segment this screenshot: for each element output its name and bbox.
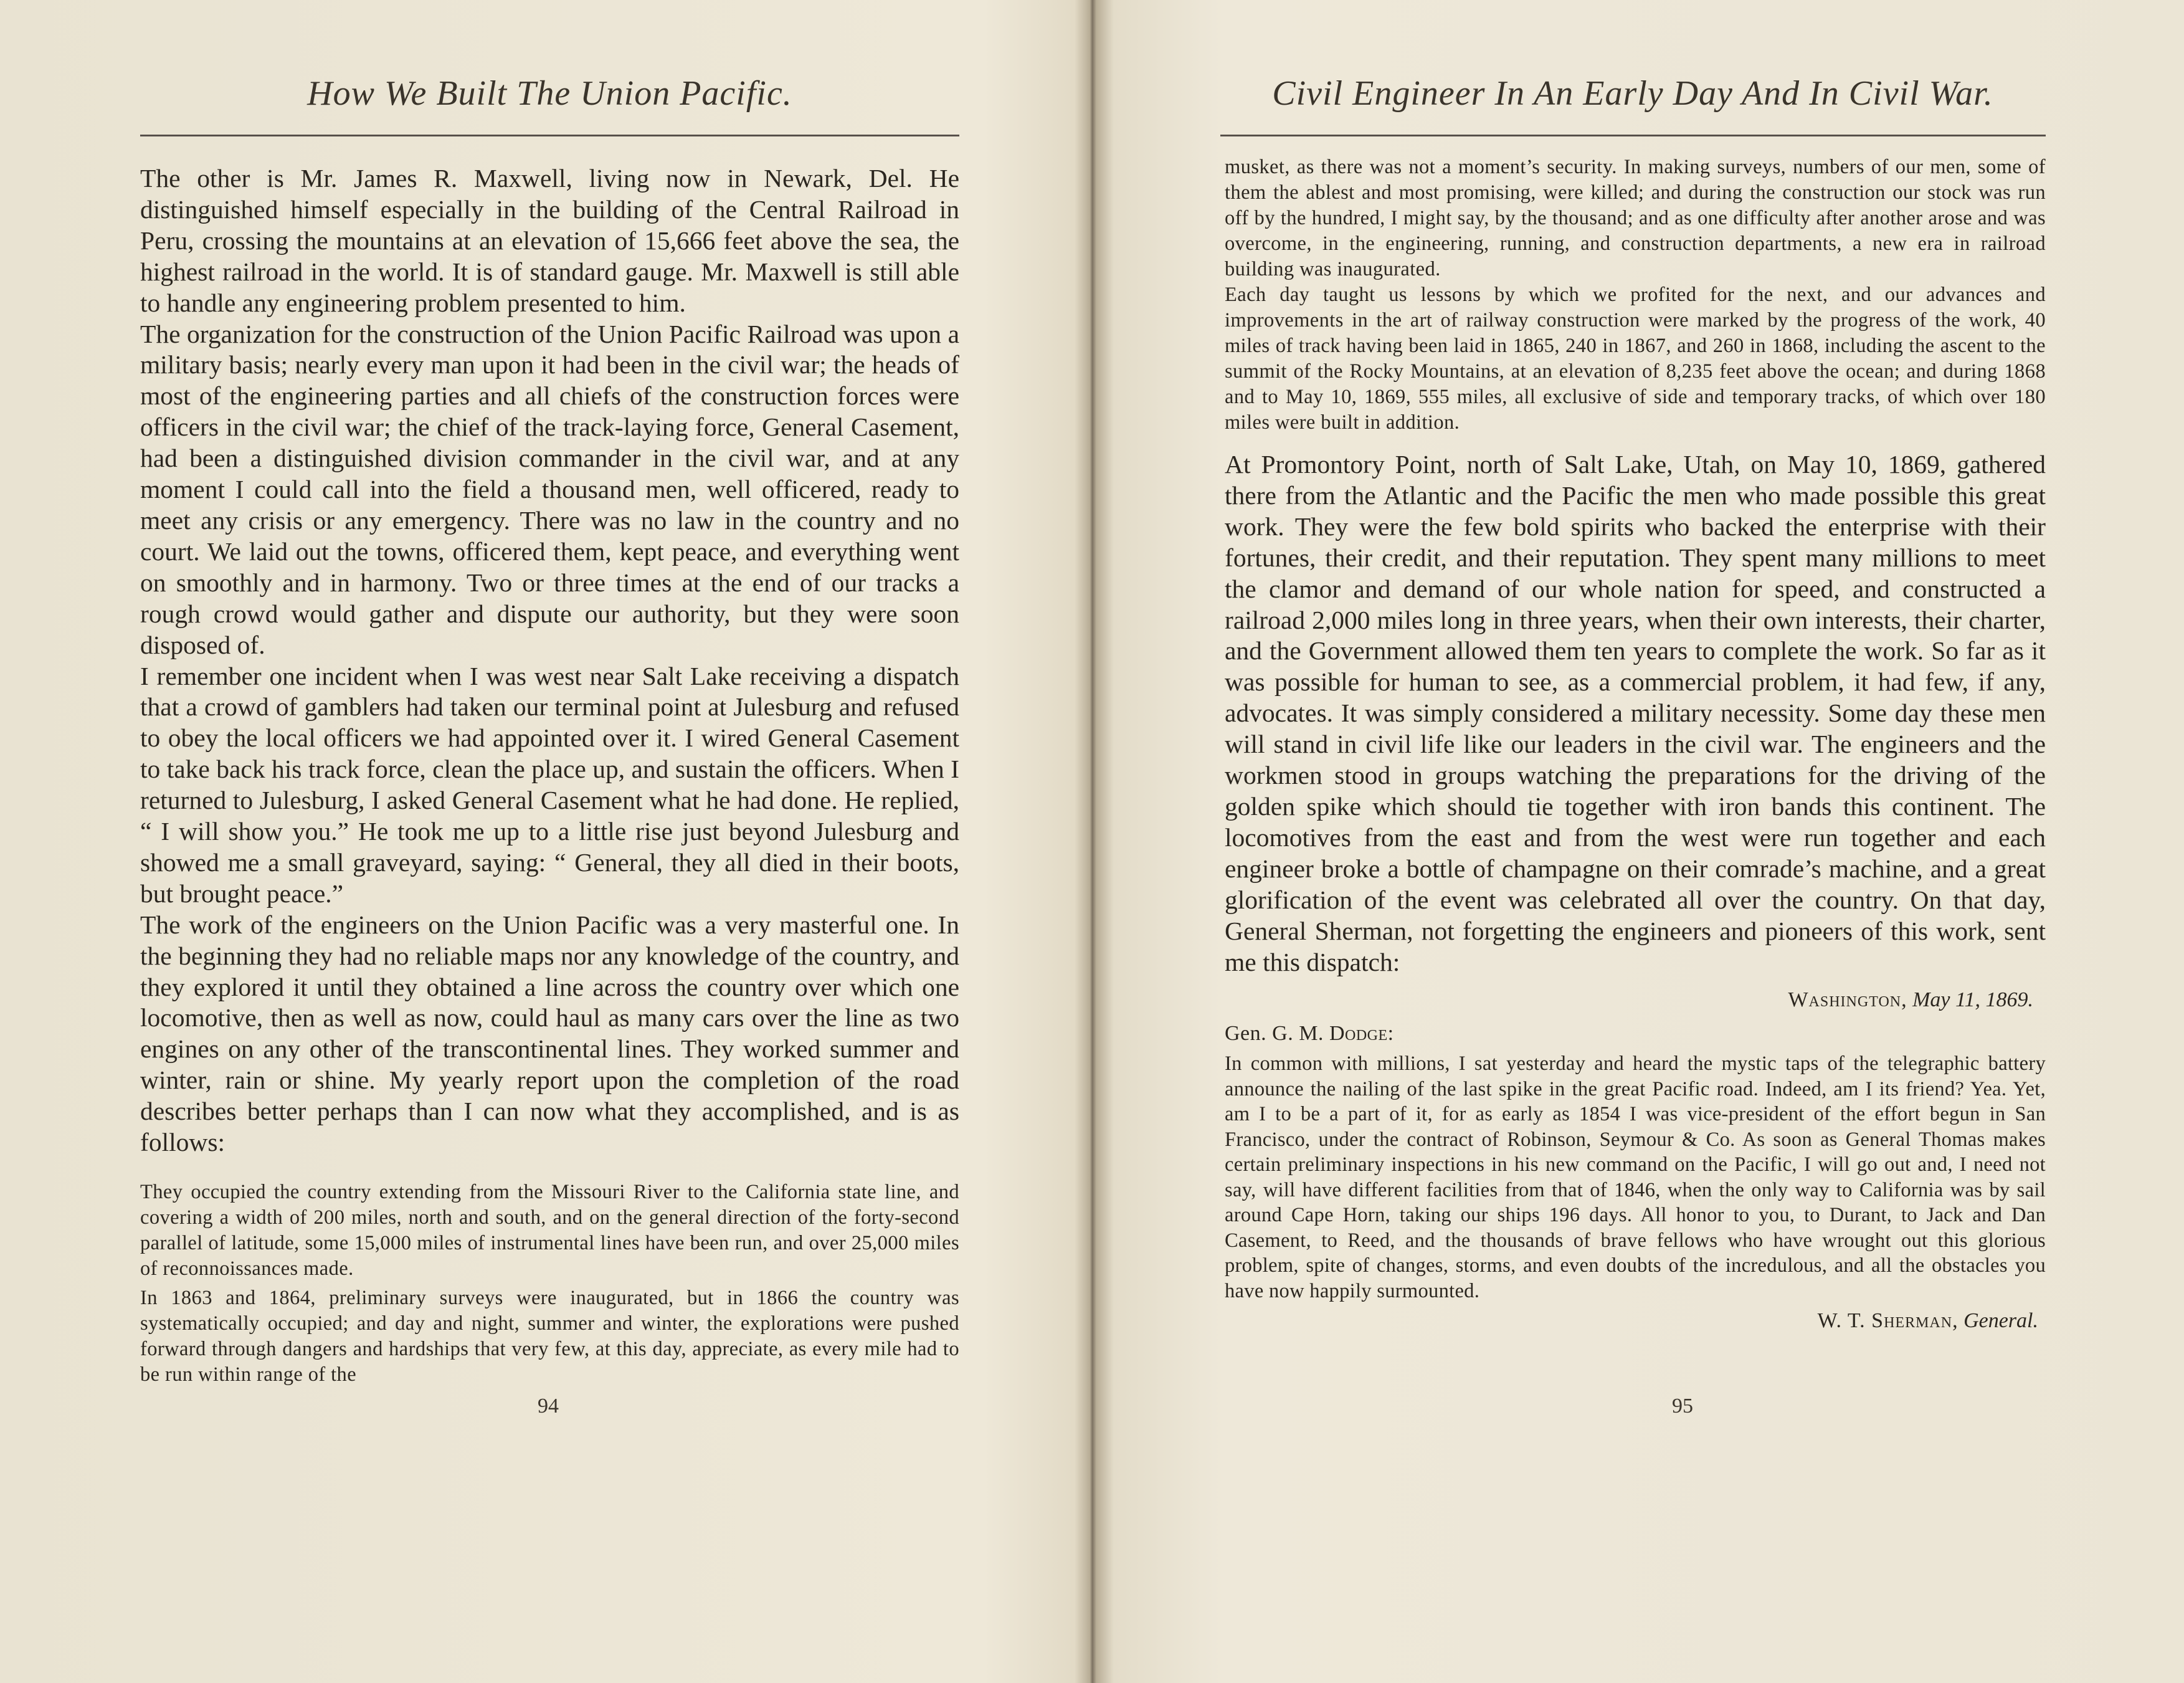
- right-page-number: 95: [1672, 1395, 1693, 1418]
- salutation-name: Dodge:: [1329, 1022, 1394, 1046]
- signature-title: General.: [1963, 1309, 2038, 1333]
- salutation-prefix: Gen. G. M.: [1225, 1022, 1324, 1046]
- telegram-signature: [1225, 1307, 2046, 1335]
- telegram-dateline: [1225, 986, 2046, 1014]
- telegram-date: May 11, 1869.: [1912, 988, 2033, 1012]
- telegram-body: In common with millions, I sat yesterday and heard the mystic taps of the telegraphic battery announce the nailing of the last spike in the great Pacific road. Indeed, am I its friend? Yea. Yet, am I to be a part of it, for as early as 1854 I was vice-president of the effort begun in San Francisco, under the contract of Robinson, Seymour & Co. As soon as General Thomas makes certain preliminary inspections in his new command on the Pacific, I will go out and, I need not say, will have different facilities from that of 1846, when the only way to California was by sail around Cape Horn, taking our ships 196 days. All honor to you, to Durant, to Jack and Dan Casement, to Reed, and the thousands of brave fellows who have wrought out this glorious problem, spite of changes, storms, and even doubts of the incredulous, and all the obstacles you have now happily surmounted.: [1225, 1052, 2046, 1302]
- report-paragraph-country: They occupied the country extending from the Missouri River to the California state line, and covering a width of 200 miles, north and south, and on the general direction of the forty-second parallel of latitude, some 15,000 miles of instrumental lines have been run, and over 25,000 miles of reconnoissances made.: [140, 1181, 959, 1280]
- report-paragraph-musket: musket, as there was not a moment’s security. In making surveys, numbers of our men, some of them the ablest and most promising, were killed; and during the construction our stock was run off by the hundred, I might say, by the thousand; and as one difficulty after another arose and was overcome, in the engineering, running, and construction departments, a new era in railroad building was inaugurated.: [1225, 156, 2046, 280]
- report-paragraph-lessons: Each day taught us lessons by which we profited for the next, and our advances and improvements in the art of railway construction were marked by the progress of the work, 40 miles of track having been laid in 1865, 240 in 1867, and 260 in 1868, including the ascent to the summit of the Rocky Mountains, at an elevation of 8,235 feet above the ocean; and during 1868 and to May 10, 1869, 555 miles, all exclusive of side and temporary tracks, of which over 180 miles were built in addition.: [1225, 284, 2046, 434]
- telegram-place: Washington,: [1788, 988, 1907, 1012]
- signature-name: W. T. Sherman,: [1817, 1309, 1958, 1333]
- paragraph-julesburg: I remember one incident when I was west near Salt Lake receiving a dispatch that a crowd of gamblers had taken our terminal point at Julesburg and refused to obey the local officers we had appointed over it. I wired General Casement to take back his track force, clean the place up, and sustain the officers. When I returned to Julesburg, I asked General Casement what he had done. He replied, “ I will show you.” He took me up to a little rise just beyond Julesburg and showed me a small graveyard, saying: “ General, they all died in their boots, but brought peace.”: [140, 661, 959, 908]
- telegram-salutation: [1225, 1020, 2046, 1047]
- paragraph-organization: The organization for the construction of the Union Pacific Railroad was upon a military basis; nearly every man upon it had been in the civil war; the heads of most of the engineering parties and all chiefs of the construction forces were officers in the civil war; the chief of the track-laying force, General Casement, had been a distinguished division commander in the civil war, and at any moment I could call into the field a thousand men, well officered, ready to meet any crisis or any emergency. There was no law in the country and no court. We laid out the towns, officered them, kept peace, and everything went on smoothly and in harmony. Two or three times at the end of our tracks a rough crowd would gather and dispute our authority, but they were soon disposed of.: [140, 319, 959, 659]
- left-running-head: How We Built The Union Pacific.: [307, 74, 792, 113]
- right-running-head: Civil Engineer In An Early Day And In Civil War.: [1272, 74, 1993, 113]
- left-header-rule: [140, 135, 959, 136]
- right-page: [1094, 0, 2184, 1683]
- right-header-rule: [1220, 135, 2046, 136]
- report-paragraph-surveys: In 1863 and 1864, preliminary surveys were inaugurated, but in 1866 the country was systematically occupied; and day and night, summer and winter, the explorations were pushed forward through dangers and hardships that very few, at this day, appreciate, as every mile had to be run within range of the: [140, 1287, 959, 1386]
- paragraph-promontory-point: At Promontory Point, north of Salt Lake, Utah, on May 10, 1869, gathered there from the Atlantic and the Pacific the men who made possible this great work. They were the few bold spirits who backed the enterprise with their fortunes, their credit, and their reputation. They spent many millions to meet the clamor and demand of our whole nation for speed, and constructed a railroad 2,000 miles long in three years, when their own interests, their charter, and the Government allowed them ten years to complete the work. So far as it was possible for human to see, as a commercial problem, it had few, if any, advocates. It was simply considered a military necessity. Some day these men will stand in civil life like our leaders in the civil war. The engineers and the workmen stood in groups watching the preparations for the driving of the golden spike which should tie together with iron bands this continent. The locomotives from the east and from the west were run together and each engineer broke a bottle of champagne on their comrade’s machine, and a great glorification of the event was celebrated all over the country. On that day, General Sherman, not forgetting the engineers and pioneers of this work, sent me this dispatch:: [1225, 450, 2046, 976]
- paragraph-maxwell: The other is Mr. James R. Maxwell, living now in Newark, Del. He distinguished himself especially in the building of the Central Railroad in Peru, crossing the mountains at an elevation of 15,666 feet above the sea, the highest railroad in the world. It is of standard gauge. Mr. Maxwell is still able to handle any engineering problem presented to him.: [140, 164, 959, 317]
- left-text-block: [140, 163, 959, 1388]
- right-text-block: [1225, 155, 2046, 1335]
- paragraph-engineers-work: The work of the engineers on the Union Pacific was a very masterful one. In the beginning they had no reliable maps nor any knowledge of the country, and they explored it until they obtained a line across the country over which one locomotive, then as well as now, could haul as many cars over the line as two engines on any other of the transcontinental lines. They worked summer and winter, rain or shine. My yearly report upon the completion of the road describes better perhaps than I can now what they accomplished, and is as follows:: [140, 910, 959, 1157]
- left-page: [0, 0, 1090, 1683]
- left-page-number: 94: [538, 1395, 559, 1418]
